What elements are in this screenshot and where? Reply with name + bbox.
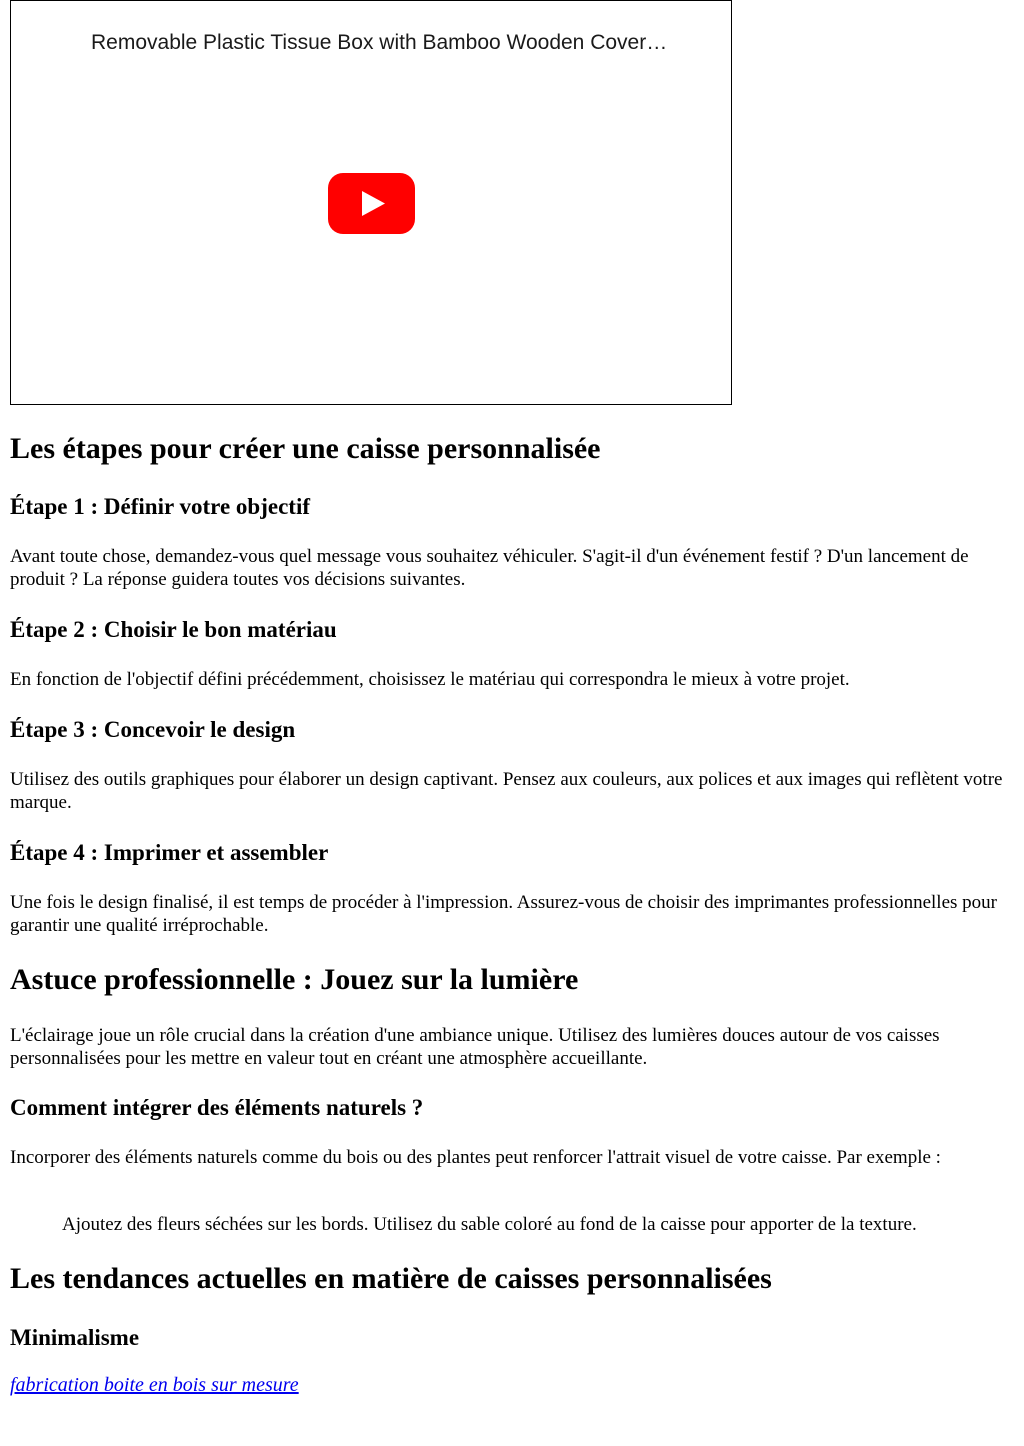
tip-heading: Astuce professionnelle : Jouez sur la lumière [10,963,579,996]
page-content [10,0,1014,1396]
step1-heading: Étape 1 : Définir votre objectif [10,494,310,519]
trends-heading: Les tendances actuelles en matière de caisses personnalisées [10,1262,772,1295]
tip-text: L'éclairage joue un rôle crucial dans la création d'une ambiance unique. Utilisez des lumières douces autour de vos caisses personnalisées pour les mettre en valeur tout en créant une atmosphère accueillante. [10,1025,940,1069]
step1-text: Avant toute chose, demandez-vous quel message vous souhaitez véhiculer. S'agit-il d'un événement festif ? D'un lancement de produit ? La réponse guidera toutes vos décisions suivantes. [10,546,969,590]
step3-heading: Étape 3 : Concevoir le design [10,717,296,742]
youtube-play-icon[interactable] [328,173,415,234]
steps-heading: Les étapes pour créer une caisse personnalisée [10,432,601,465]
minimal-heading: Minimalisme [10,1325,140,1350]
step2-text: En fonction de l'objectif défini précédemment, choisissez le matériau qui correspondra le mieux à votre projet. [10,669,850,690]
video-embed[interactable] [10,0,732,405]
step3-text: Utilisez des outils graphiques pour élaborer un design captivant. Pensez aux couleurs, aux polices et aux images qui reflètent votre marque. [10,769,1003,813]
wood-box-link[interactable]: fabrication boite en bois sur mesure [10,1374,299,1396]
natural-text: Incorporer des éléments naturels comme du bois ou des plantes peut renforcer l'attrait visuel de votre caisse. Par exemple : [10,1147,941,1168]
step4-text: Une fois le design finalisé, il est temps de procéder à l'impression. Assurez-vous de choisir des imprimantes professionnelles pour garantir une qualité irréprochable. [10,892,997,936]
step2-heading: Étape 2 : Choisir le bon matériau [10,617,337,642]
step4-heading: Étape 4 : Imprimer et assembler [10,840,329,865]
video-title[interactable]: Removable Plastic Tissue Box with Bamboo Wooden Cover… [91,31,668,54]
natural-heading: Comment intégrer des éléments naturels ? [10,1095,424,1120]
natural-quote: Ajoutez des fleurs séchées sur les bords. Utilisez du sable coloré au fond de la caisse pour apporter de la texture. [62,1214,917,1235]
